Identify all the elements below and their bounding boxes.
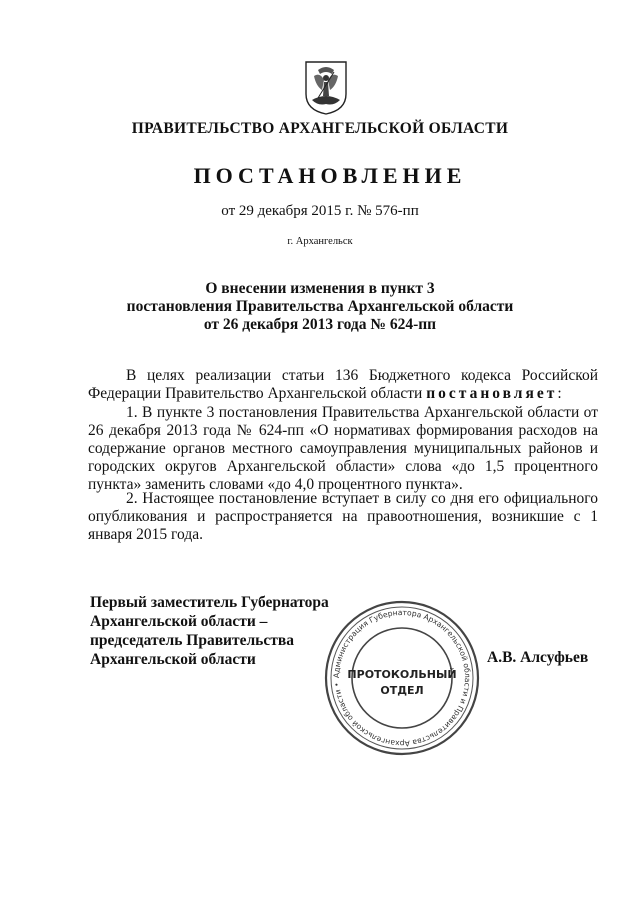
document-type: ПОСТАНОВЛЕНИЕ [193, 163, 467, 188]
signer-position-line: Архангельской области – [90, 613, 268, 630]
intro-paragraph [88, 367, 598, 403]
official-stamp [322, 598, 482, 758]
intro-text: В целях реализации статьи 136 Бюджетного кодекса Российской Федерации Правительство Архангельской области [88, 367, 598, 402]
stamp-center-line: ОТДЕЛ [380, 684, 424, 697]
stamp-center-line: ПРОТОКОЛЬНЫЙ [347, 668, 457, 681]
intro-end: : [557, 385, 562, 402]
subject-line: от 26 декабря 2013 года № 624-пп [203, 316, 437, 333]
document-subject [0, 280, 640, 334]
document-city: г. Архангельск [287, 236, 353, 247]
decree-item-2: 2. Настоящее постановление вступает в силу со дня его официального опубликования и распространяется на правоотношения, возникшие с 1 января 2015 года. [88, 490, 598, 543]
signer-position-line: председатель Правительства [90, 632, 294, 649]
document-date-number: от 29 декабря 2015 г. № 576-пп [221, 203, 419, 219]
signer-position-line: Первый заместитель Губернатора [90, 594, 329, 611]
signer-position-line: Архангельской области [90, 651, 256, 668]
decree-keyword: постановляет [426, 385, 558, 402]
signer-name: А.В. Алсуфьев [487, 649, 589, 666]
stamp-ring-text: Администрация Губернатора Архангельской области и Правительства Архангельской области • [331, 607, 473, 749]
coat-of-arms-icon [304, 60, 348, 116]
subject-line: постановления Правительства Архангельской области [126, 298, 514, 315]
decree-item-1: 1. В пункте 3 постановления Правительства Архангельской области от 26 декабря 2013 года № 624-пп «О нормативах формирования расходов на содержание органов местного самоуправления муниципальных районов и городских округов Архангельской области» слова «до 1,5 процентного пункта» заменить словами «до 4,0 процентного пункта». [88, 404, 598, 493]
government-name: ПРАВИТЕЛЬСТВО АРХАНГЕЛЬСКОЙ ОБЛАСТИ [131, 120, 509, 137]
subject-line: О внесении изменения в пункт 3 [205, 280, 435, 297]
